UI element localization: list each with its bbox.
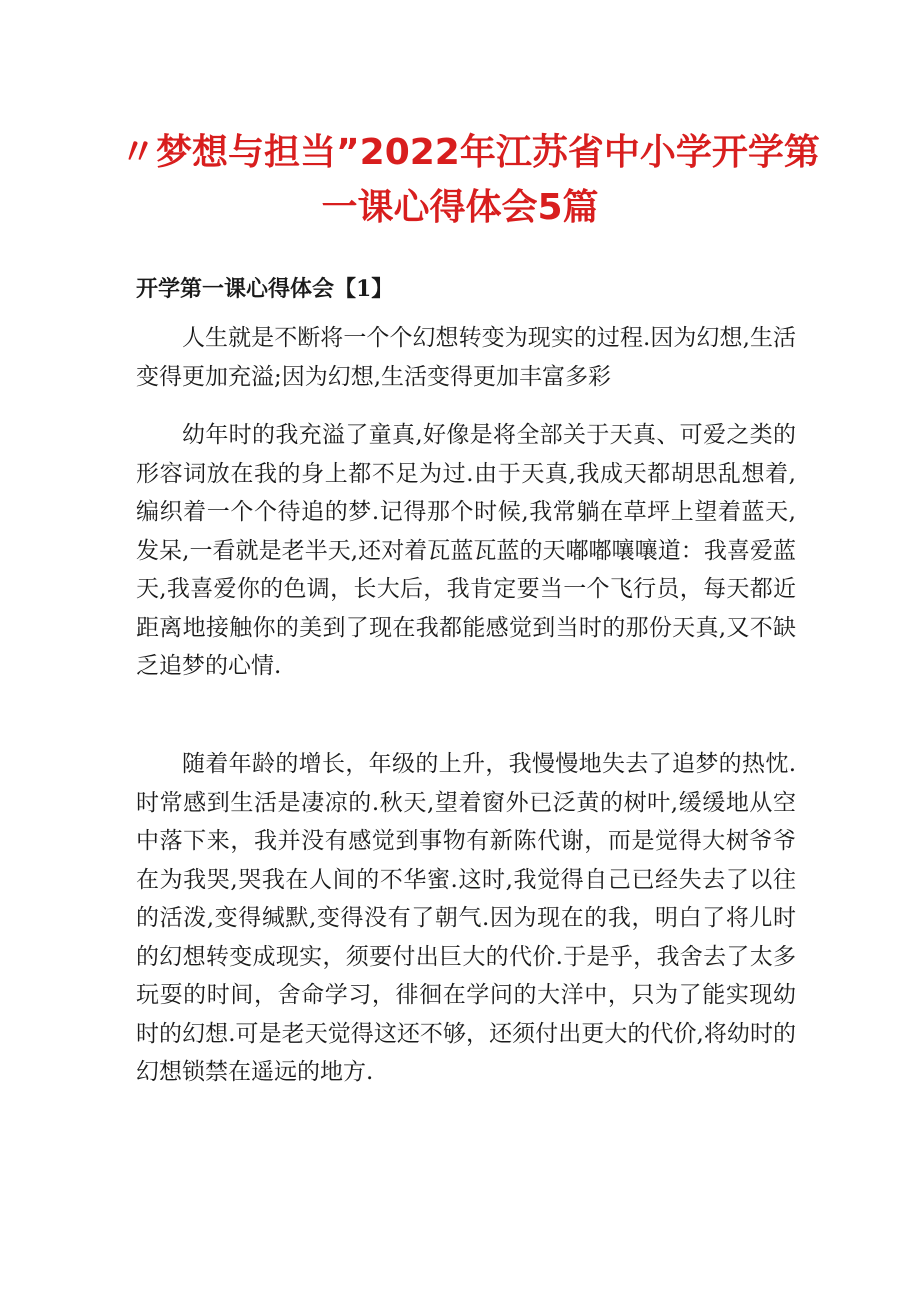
document-title-line-1: 〃梦想与担当”2022年江苏省中小学开学第: [120, 132, 820, 173]
document-title-line-2: 一课心得体会5篇: [321, 187, 599, 228]
paragraph-3: 随着年龄的增长，年级的上升，我慢慢地失去了追梦的热忱.时常感到生活是凄凉的.秋天,望着窗外已泛黄的树叶,缓缓地从空中落下来，我并没有感觉到事物有新陈代谢，而是觉得大树爷爷在为我哭,哭我在人间的不华蜜.这时,我觉得自己已经失去了以往的活泼,变得缄默,变得没有了朝气.因为现在的我，明白了将儿时的幻想转变成现实，须要付出巨大的代价.于是乎，我舍去了太多玩耍的时间，舍命学习，徘徊在学问的大洋中，只为了能实现幼时的幻想.可是老天觉得这还不够，还须付出更大的代价,将幼时的幻想锁禁在遥远的地方.: [136, 751, 796, 1085]
section-heading: 开学第一课心得体会【1】: [136, 276, 394, 302]
paragraph-2: 幼年时的我充溢了童真,好像是将全部关于天真、可爱之类的形容词放在我的身上都不足为过.由于天真,我成天都胡思乱想着,编织着一个个待追的梦.记得那个时候,我常躺在草坪上望着蓝天,发呆,一看就是老半天,还对着瓦蓝瓦蓝的天嘟嘟嚷嚷道：我喜爱蓝天,我喜爱你的色调，长大后，我肯定要当一个飞行员，每天都近距离地接触你的美到了现在我都能感觉到当时的那份天真,又不缺乏追梦的心情.: [136, 422, 796, 679]
paragraph-1: 人生就是不断将一个个幻想转变为现实的过程.因为幻想,生活变得更加充溢;因为幻想,生活变得更加丰富多彩: [136, 325, 796, 390]
